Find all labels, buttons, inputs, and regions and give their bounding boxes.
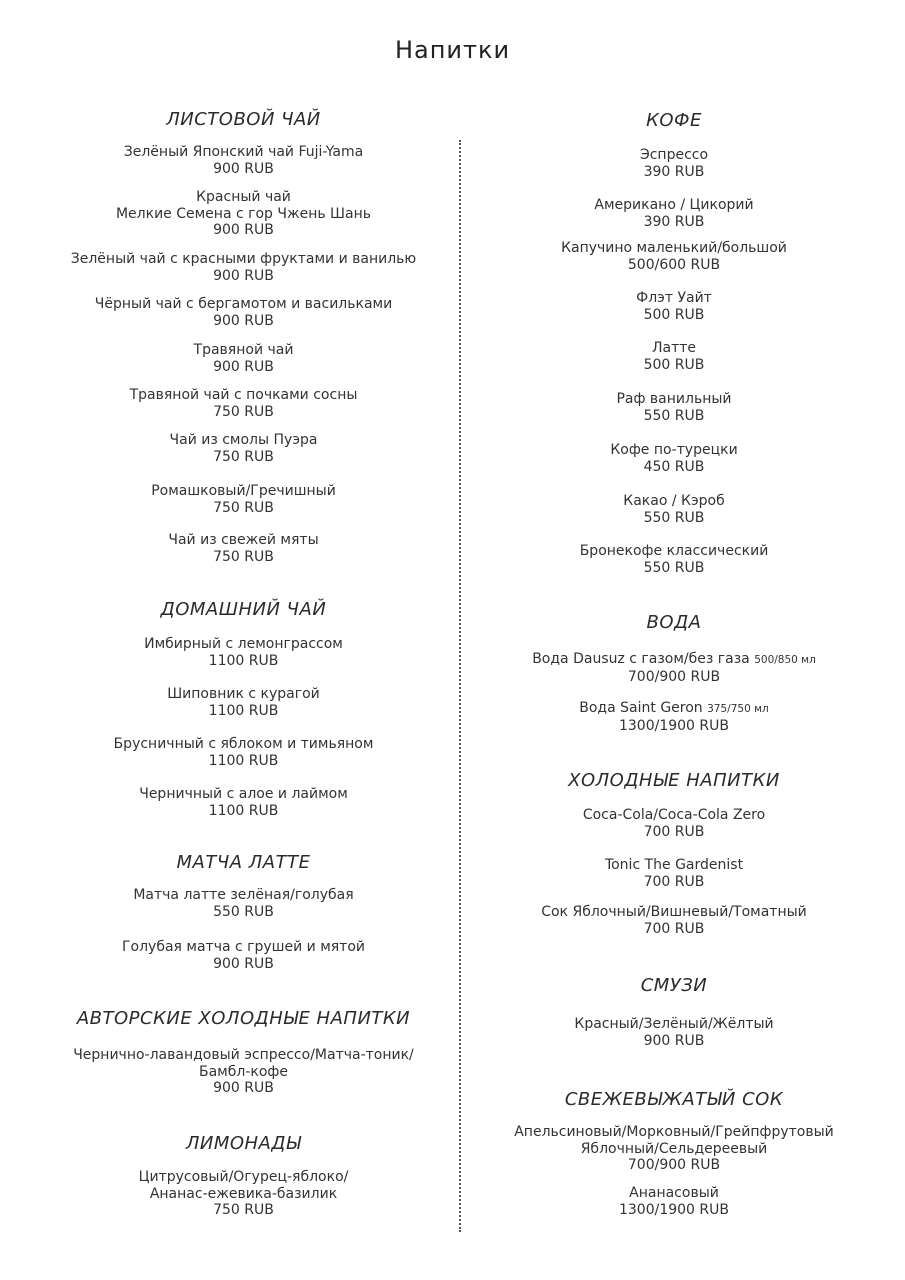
section-title: СМУЗИ <box>640 975 708 996</box>
item-price: 1100 RUB <box>208 702 279 719</box>
menu-item <box>465 700 883 734</box>
item-name: Зелёный чай с красными фруктами и ванилью <box>70 251 417 267</box>
item-price: 700 RUB <box>643 920 705 937</box>
item-name: Зелёный Японский чай Fuji-Yama <box>123 144 364 160</box>
section-coffee <box>465 110 883 576</box>
item-name: Tonic The Gardenist <box>604 857 744 873</box>
item-price: 900 RUB <box>213 160 274 177</box>
menu-item <box>30 686 457 719</box>
menu-item <box>465 1185 883 1218</box>
item-price: 750 RUB <box>213 403 274 420</box>
item-price: 500/600 RUB <box>627 256 721 273</box>
item-price: 550 RUB <box>643 407 705 424</box>
menu-item <box>30 636 457 669</box>
item-name: Флэт Уайт <box>636 290 712 306</box>
column-divider <box>459 140 461 1232</box>
item-price: 1300/1900 RUB <box>618 1201 729 1218</box>
item-price: 390 RUB <box>643 213 705 230</box>
item-price: 700/900 RUB <box>627 1157 721 1173</box>
item-name: Имбирный с лемонграссом <box>144 636 343 652</box>
menu-item <box>30 144 457 177</box>
item-price: 1100 RUB <box>208 652 279 669</box>
item-price: 900 RUB <box>213 1080 274 1096</box>
menu-item <box>30 432 457 465</box>
item-name: Чай из свежей мяты <box>168 532 319 548</box>
section-signature-cold <box>30 1008 457 1096</box>
menu-item <box>465 197 883 230</box>
item-name: Красный/Зелёный/Жёлтый <box>574 1016 774 1032</box>
menu-item <box>465 391 883 424</box>
item-price: 750 RUB <box>213 548 274 565</box>
section-matcha <box>30 852 457 972</box>
menu-item <box>30 483 457 516</box>
item-price: 900 RUB <box>643 1032 705 1049</box>
item-price: 900 RUB <box>213 358 274 375</box>
section-leaf-tea <box>30 109 457 565</box>
menu-item <box>465 240 883 273</box>
item-price: 550 RUB <box>643 509 705 526</box>
menu-item <box>30 1169 457 1219</box>
item-price: 500 RUB <box>643 356 705 373</box>
item-name: Coca-Cola/Coca-Cola Zero <box>582 807 766 823</box>
item-name-line2: Яблочный/Сельдереевый <box>580 1140 768 1157</box>
menu-item <box>30 387 457 420</box>
menu-item <box>30 736 457 769</box>
item-name: Чай из смолы Пуэра <box>169 432 318 448</box>
section-smoothie <box>465 975 883 1049</box>
item-price: 750 RUB <box>213 1202 274 1218</box>
item-price: 1300/1900 RUB <box>618 717 729 734</box>
menu-item <box>30 786 457 819</box>
item-price: 700 RUB <box>643 823 705 840</box>
section-lemonades <box>30 1133 457 1218</box>
item-name-line2: Мелкие Семена с гор Чжень Шань <box>115 205 372 222</box>
item-name: Брусничный с яблоком и тимьяном <box>113 736 374 752</box>
menu-item <box>465 1016 883 1049</box>
section-fresh-juice <box>465 1089 883 1218</box>
menu-item <box>465 904 883 937</box>
item-name: Матча латте зелёная/голубая <box>133 887 354 903</box>
menu-item <box>465 147 883 180</box>
section-cold-drinks <box>465 770 883 937</box>
item-price: 1100 RUB <box>208 802 279 819</box>
item-price: 750 RUB <box>213 448 274 465</box>
item-name: Красный чай <box>196 189 291 205</box>
menu-item <box>30 939 457 972</box>
item-price: 500 RUB <box>643 306 705 323</box>
item-name: Вода Dausuz с газом/без газа <box>532 651 750 667</box>
section-title: ДОМАШНИЙ ЧАЙ <box>160 599 327 620</box>
page-title: Напитки <box>394 36 511 64</box>
section-title: ЛИСТОВОЙ ЧАЙ <box>166 109 321 130</box>
item-name: Бронекофе классический <box>579 543 769 559</box>
item-name: Вода Saint Geron <box>579 700 703 716</box>
item-name: Кофе по-турецки <box>610 442 738 458</box>
item-volume: 375/750 мл <box>707 703 769 715</box>
item-name: Чернично-лавандовый эспрессо/Матча-тоник/ <box>73 1047 414 1063</box>
item-price: 700/900 RUB <box>627 668 721 685</box>
item-price: 700 RUB <box>643 873 705 890</box>
menu-item <box>30 296 457 329</box>
item-price: 900 RUB <box>213 222 274 238</box>
item-name: Чёрный чай с бергамотом и васильками <box>94 296 393 312</box>
menu-item <box>465 493 883 526</box>
item-price: 550 RUB <box>643 559 705 576</box>
item-name: Эспрессо <box>639 147 709 163</box>
item-price: 550 RUB <box>213 903 274 920</box>
section-title: МАТЧА ЛАТТЕ <box>176 852 311 873</box>
item-name-line2: Бамбл-кофе <box>199 1063 288 1080</box>
section-title: ВОДА <box>646 612 702 633</box>
menu-item <box>465 651 883 685</box>
menu-item <box>30 532 457 565</box>
item-name: Сок Яблочный/Вишневый/Томатный <box>541 904 807 920</box>
item-name: Ромашковый/Гречишный <box>151 483 336 499</box>
item-name: Раф ванильный <box>616 391 732 407</box>
item-name: Голубая матча с грушей и мятой <box>121 939 366 955</box>
item-name: Шиповник с курагой <box>167 686 320 702</box>
item-price: 900 RUB <box>213 312 274 329</box>
section-title: АВТОРСКИЕ ХОЛОДНЫЕ НАПИТКИ <box>76 1008 411 1029</box>
section-title: СВЕЖЕВЫЖАТЫЙ СОК <box>564 1089 784 1110</box>
menu-item <box>465 807 883 840</box>
item-price: 450 RUB <box>643 458 705 475</box>
menu-item <box>465 857 883 890</box>
item-name: Ананасовый <box>629 1185 719 1201</box>
section-title: КОФЕ <box>646 110 702 131</box>
item-name-line2: Ананас-ежевика-базилик <box>149 1185 338 1202</box>
menu-item <box>465 340 883 373</box>
menu-item <box>465 290 883 323</box>
item-price: 750 RUB <box>213 499 274 516</box>
item-name: Капучино маленький/большой <box>561 240 787 256</box>
item-price: 1100 RUB <box>208 752 279 769</box>
menu-item <box>30 251 457 284</box>
menu-item <box>30 887 457 920</box>
menu-item <box>30 1047 457 1097</box>
menu-item <box>30 342 457 375</box>
item-name: Цитрусовый/Огурец-яблоко/ <box>138 1169 349 1185</box>
item-name: Травяной чай <box>193 342 294 358</box>
item-price: 900 RUB <box>213 267 274 284</box>
section-water <box>465 612 883 734</box>
item-volume: 500/850 мл <box>754 654 816 666</box>
menu-item <box>465 1124 883 1174</box>
item-price: 390 RUB <box>643 163 705 180</box>
section-title: ХОЛОДНЫЕ НАПИТКИ <box>568 770 780 791</box>
item-name: Травяной чай с почками сосны <box>129 387 358 403</box>
item-price: 900 RUB <box>213 955 274 972</box>
section-title: ЛИМОНАДЫ <box>185 1133 302 1154</box>
menu-item <box>465 543 883 576</box>
item-name: Какао / Кэроб <box>623 493 725 509</box>
menu-item <box>465 442 883 475</box>
menu-item <box>30 189 457 239</box>
item-name: Латте <box>651 340 697 356</box>
item-name: Черничный с алое и лаймом <box>139 786 348 802</box>
section-home-tea <box>30 599 457 819</box>
item-name: Апельсиновый/Морковный/Грейпфрутовый <box>514 1124 834 1140</box>
item-name: Американо / Цикорий <box>594 197 754 213</box>
